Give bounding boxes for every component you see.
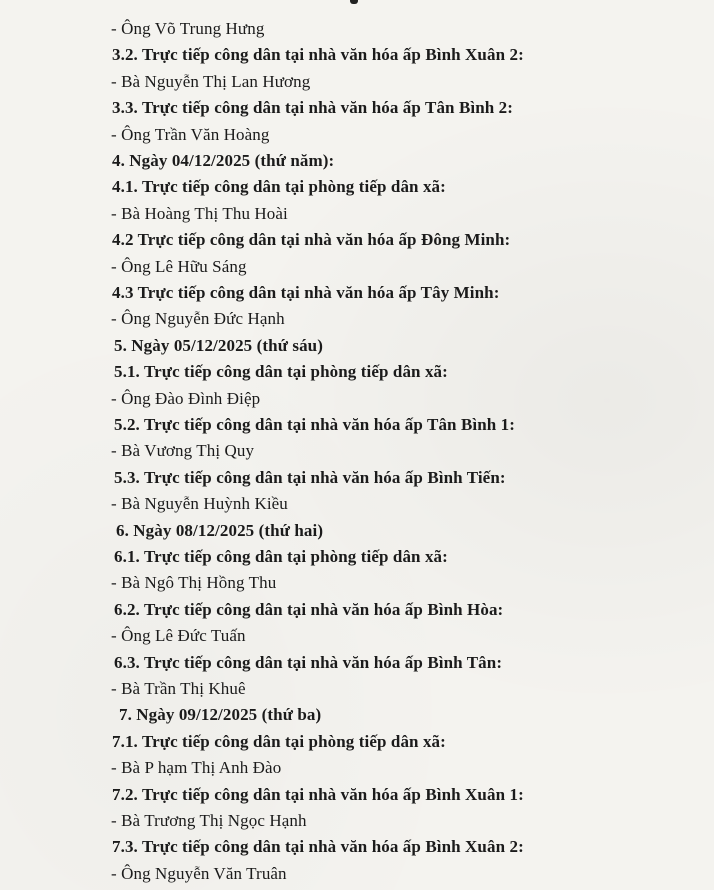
section-heading: 4.3 Trực tiếp công dân tại nhà văn hóa ấp Tây Minh: — [112, 283, 500, 302]
assigned-person: - Bà Vương Thị Quy — [111, 441, 255, 460]
assigned-person: - Bà Nguyễn Huỳnh Kiều — [111, 494, 288, 513]
section-heading: 6. Ngày 08/12/2025 (thứ hai) — [116, 521, 324, 540]
assigned-person: - Ông Đào Đình Điệp — [111, 389, 261, 408]
assigned-person: - Bà P hạm Thị Anh Đào — [111, 758, 282, 777]
section-heading: 4. Ngày 04/12/2025 (thứ năm): — [112, 151, 335, 170]
section-heading: 6.2. Trực tiếp công dân tại nhà văn hóa ấp Bình Hòa: — [114, 600, 504, 619]
assigned-person: - Ông Lê Hữu Sáng — [111, 257, 247, 276]
section-heading: 5.1. Trực tiếp công dân tại phòng tiếp dân xã: — [114, 362, 448, 381]
section-heading: 3.3. Trực tiếp công dân tại nhà văn hóa ấp Tân Bình 2: — [112, 98, 514, 117]
assigned-person: - Bà Trần Thị Khuê — [111, 679, 246, 698]
section-heading: 4.2 Trực tiếp công dân tại nhà văn hóa ấp Đông Minh: — [112, 230, 511, 249]
section-heading: 6.1. Trực tiếp công dân tại phòng tiếp dân xã: — [114, 547, 448, 566]
section-heading: 7.3. Trực tiếp công dân tại nhà văn hóa ấp Bình Xuân 2: — [112, 837, 524, 856]
assigned-person: - Bà Hoàng Thị Thu Hoài — [111, 204, 288, 223]
assigned-person: - Bà Trương Thị Ngọc Hạnh — [111, 811, 307, 830]
section-heading: 7.1. Trực tiếp công dân tại phòng tiếp dân xã: — [112, 732, 446, 751]
section-heading: 7.2. Trực tiếp công dân tại nhà văn hóa ấp Bình Xuân 1: — [112, 785, 524, 804]
section-heading: 5.3. Trực tiếp công dân tại nhà văn hóa ấp Bình Tiến: — [114, 468, 506, 487]
section-heading: 5.2. Trực tiếp công dân tại nhà văn hóa ấp Tân Bình 1: — [114, 415, 516, 434]
section-heading: 4.1. Trực tiếp công dân tại phòng tiếp dân xã: — [112, 177, 446, 196]
assigned-person: - Ông Nguyễn Văn Truân — [111, 864, 287, 883]
assigned-person: - Ông Võ Trung Hưng — [111, 19, 265, 38]
section-heading: 3.2. Trực tiếp công dân tại nhà văn hóa ấp Bình Xuân 2: — [112, 45, 524, 64]
page-edge-mark — [350, 0, 358, 4]
assigned-person: - Ông Nguyễn Đức Hạnh — [111, 309, 285, 328]
assigned-person: - Bà Nguyễn Thị Lan Hương — [111, 72, 311, 91]
section-heading: 6.3. Trực tiếp công dân tại nhà văn hóa ấp Bình Tân: — [114, 653, 503, 672]
assigned-person: - Ông Trần Văn Hoàng — [111, 125, 270, 144]
section-heading: 5. Ngày 05/12/2025 (thứ sáu) — [114, 336, 323, 355]
assigned-person: - Bà Ngô Thị Hồng Thu — [111, 573, 277, 592]
assigned-person: - Ông Lê Đức Tuấn — [111, 626, 246, 645]
section-heading: 7. Ngày 09/12/2025 (thứ ba) — [119, 705, 322, 724]
